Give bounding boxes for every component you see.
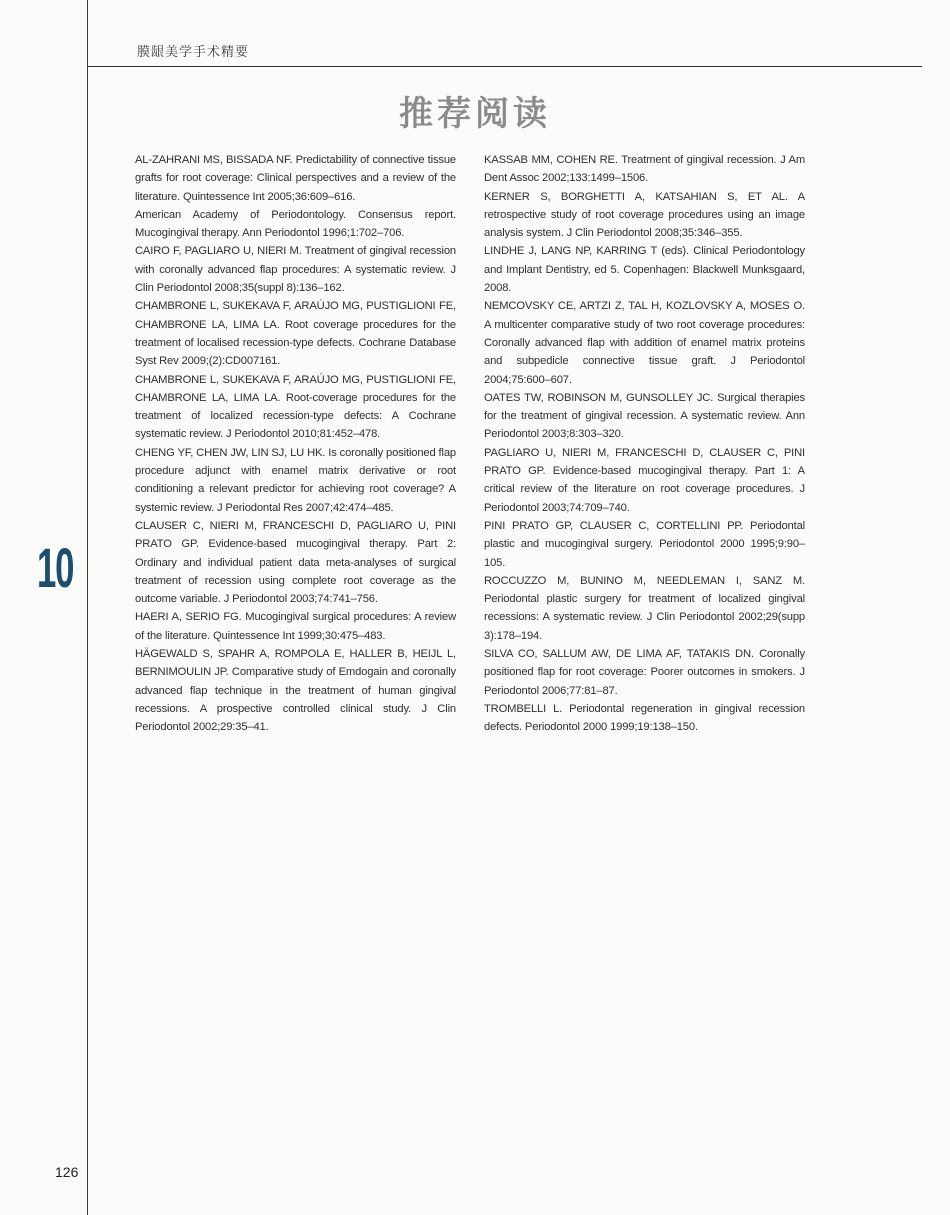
chapter-number: 10 (37, 536, 74, 599)
reference-column-right (484, 151, 805, 737)
reference-item: CHENG YF, CHEN JW, LIN SJ, LU HK. Is coronally positioned flap procedure adjunct with enamel matrix derivative or root conditioning a relevant predictor for achieving root coverage? A systemic review. J Periodontal Res 2007;42:474–485. (135, 446, 456, 514)
reference-item: American Academy of Periodontology. Consensus report. Mucogingival therapy. Ann Periodontol 1996;1:702–706. (135, 208, 456, 240)
reference-item: NEMCOVSKY CE, ARTZI Z, TAL H, KOZLOVSKY A, MOSES O. A multicenter comparative study of two root coverage procedures: Coronally advanced flap with addition of enamel matrix proteins and subpedicle connective tissue graft. J Periodontol 2004;75:600–607. (484, 300, 805, 386)
reference-item: CHAMBRONE L, SUKEKAVA F, ARAÚJO MG, PUSTIGLIONI FE, CHAMBRONE LA, LIMA LA. Root coverage procedures for the treatment of localised recession-type defects. Cochrane Database Syst Rev 2009;(2):CD007161. (135, 300, 456, 368)
reference-item: SILVA CO, SALLUM AW, DE LIMA AF, TATAKIS DN. Coronally positioned flap for root coverage: Poorer outcomes in smokers. J Periodontol 2006;77:81–87. (484, 648, 805, 697)
reference-item: CLAUSER C, NIERI M, FRANCESCHI D, PAGLIARO U, PINI PRATO GP. Evidence-based mucogingival therapy. Part 2: Ordinary and individual patient data meta-analyses of surgical treatment of recession using complete root coverage as the outcome variable. J Periodontol 2003;74:741–756. (135, 519, 456, 606)
reference-item: LINDHE J, LANG NP, KARRING T (eds). Clinical Periodontology and Implant Dentistry, ed 5. Copenhagen: Blackwell Munksgaard, 2008. (484, 245, 805, 295)
reference-item: KASSAB MM, COHEN RE. Treatment of gingival recession. J Am Dent Assoc 2002;133:1499–1506. (484, 154, 805, 185)
reference-item: AL-ZAHRANI MS, BISSADA NF. Predictability of connective tissue grafts for root coverage: Clinical perspectives and a review of the literature. Quintessence Int 2005;36:609–616. (135, 154, 456, 203)
reference-item: HAERI A, SERIO FG. Mucogingival surgical procedures: A review of the literature. Quintessence Int 1999;30:475–483. (135, 611, 456, 642)
page-title: 推荐阅读 (399, 94, 551, 134)
reference-item: CHAMBRONE L, SUKEKAVA F, ARAÚJO MG, PUSTIGLIONI FE, CHAMBRONE LA, LIMA LA. Root-coverage procedures for the treatment of localized recession-type defects: A Cochrane systematic review. J Periodontol 2010;81:452–478. (135, 373, 456, 441)
reference-item: CAIRO F, PAGLIARO U, NIERI M. Treatment of gingival recession with coronally advanced flap procedures: A systematic review. J Clin Periodontol 2008;35(suppl 8):136–162. (135, 245, 456, 295)
reference-item: PAGLIARO U, NIERI M, FRANCESCHI D, CLAUSER C, PINI PRATO GP. Evidence-based mucogingival therapy. Part 1: A critical review of the literature on root coverage procedures. J Periodontol 2003;74:709–740. (484, 446, 805, 514)
reference-item: KERNER S, BORGHETTI A, KATSAHIAN S, ET AL. A retrospective study of root coverage procedures using an image analysis system. J Clin Periodontol 2008;35:346–355. (484, 190, 805, 240)
margin-rule (87, 0, 88, 1215)
header-rule (88, 66, 922, 67)
running-header: 膜龈美学手术精要 (137, 44, 250, 59)
reference-item: TROMBELLI L. Periodontal regeneration in gingival recession defects. Periodontol 2000 1999;19:138–150. (484, 702, 805, 734)
reference-item: HÄGEWALD S, SPAHR A, ROMPOLA E, HALLER B, HEIJL L, BERNIMOULIN JP. Comparative study of Emdogain and coronally advanced flap technique in the treatment of human gingival recessions. A prospective controlled clinical study. J Clin Periodontol 2002;29:35–41. (135, 648, 456, 734)
reference-item: PINI PRATO GP, CLAUSER C, CORTELLINI PP. Periodontal plastic and mucogingival surgery. Periodontol 2000 1995;9:90–105. (484, 519, 805, 569)
page-number: 126 (55, 1164, 79, 1180)
reference-item: ROCCUZZO M, BUNINO M, NEEDLEMAN I, SANZ M. Periodontal plastic surgery for treatment of localized gingival recessions: A systematic review. J Clin Periodontol 2002;29(supp 3):178–194. (484, 574, 805, 642)
reference-item: OATES TW, ROBINSON M, GUNSOLLEY JC. Surgical therapies for the treatment of gingival recession. A systematic review. Ann Periodontol 2003;8:303–320. (484, 391, 805, 441)
reference-column-left (135, 151, 456, 737)
